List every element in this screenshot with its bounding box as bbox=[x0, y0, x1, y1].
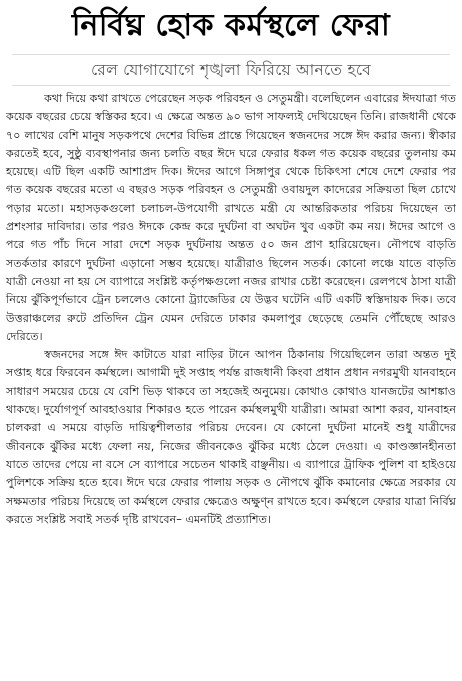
headline: নির্বিঘ্ন হোক কর্মস্থলে ফেরা bbox=[71, 8, 391, 43]
paragraph-1: কথা দিয়ে কথা রাখতে পেরেছেন সড়ক পরিবহন ও সেতুমন্ত্রী। বলেছিলেন এবারের ঈদযাত্রা গত কয়েক বছরের চেয়ে স্বস্তিকর হবে। এ ক্ষেত্রে অন্তত ৯০ ভাগ সাফল্যই দেখিয়েছেন তিনি। রাজধানী থেকে ৭০ লাখের বেশি মানুষ সড়কপথে দেশের বিভিন্ন প্রান্তে গিয়েছেন স্বজনদের সঙ্গে ঈদ করার জন্য। স্বীকার করতেই হবে, সুষ্ঠু ব্যবস্থাপনার জন্য চলতি বছর ঈদে ঘরে ফেরার ধকল গত কয়েক বছরের তুলনায় কম হয়েছে। এটি ছিল একটি আশাপ্রদ দিক। ঈদের আগে সিঙ্গাপুর থেকে চিকিৎসা শেষে দেশে ফেরার পর গত কয়েক বছরের মতো এ বছরও সড়ক পরিবহন ও সেতুমন্ত্রী ওবায়দুল কাদেরের সক্রিয়তা ছিল চোখে পড়ার মতো। মহাসড়কগুলো চলাচল-উপযোগী রাখতে মন্ত্রী যে আন্তরিকতার পরিচয় দিয়েছেন তা প্রশংসার দাবিদার। তার পরও ঈদকে কেন্দ্র করে দুর্ঘটনা বা অঘটন খুব একটা কম নয়। ঈদের আগে ও পরে গত পাঁচ দিনে সারা দেশে সড়ক দুর্ঘটনায় অন্তত ৫০ জন প্রাণ হারিয়েছেন। নৌপথে বাড়তি সতর্কতার কারণে দুর্ঘটনা এড়ানো সম্ভব হয়েছে। যাত্রীরাও ছিলেন সতর্ক। কোনো লঞ্চে যাতে বাড়তি যাত্রী নেওয়া না হয় সে ব্যাপারে সংশ্লিষ্ট কর্তৃপক্ষগুলো নজর রাখার চেষ্টা করেছেন। রেলপথে ঠাসা যাত্রী নিয়ে ঝুঁকিপূর্ণভাবে ট্রেন চললেও কোনো ট্র্যাজেডির যে উদ্ভব ঘটেনি এটি একটি স্বস্তিদায়ক দিক। তবে উত্তরাঞ্চলের রুটে প্রতিদিন ট্রেন যেমন দেরিতে ঢাকার কমলাপুর ছেড়েছে তেমনি পৌঁছেছে আরও দেরিতে। bbox=[6, 92, 456, 343]
article-body bbox=[6, 90, 456, 529]
subheadline: রেল যোগাযোগে শৃঙ্খলা ফিরিয়ে আনতে হবে bbox=[12, 54, 450, 86]
paragraph-2: স্বজনদের সঙ্গে ঈদ কাটাতে যারা নাড়ির টানে আপন ঠিকানায় গিয়েছিলেন তারা অন্তত দুই সপ্তাহ ধরে ফিরবেন কর্মস্থলে। আগামী দুই সপ্তাহ পর্যন্ত রাজধানী কিংবা প্রধান প্রধান নগরমুখী যানবাহনে সাধারণ সময়ের চেয়ে যে বেশি ভিড় থাকবে তা সহজেই অনুমেয়। কোথাও কোথাও যানজটের আশঙ্কাও থাকছে। দুর্যোগপূর্ণ আবহাওয়ার শিকারও হতে পারেন কর্মস্থলমুখী যাত্রীরা। আমরা আশা করব, যানবাহন চালকরা এ সময়ে বাড়তি দায়িত্বশীলতার পরিচয় দেবেন। যে কোনো দুর্ঘটনা মানেই শুধু যাত্রীদের জীবনকে ঝুঁকির মধ্যে ফেলা নয়, নিজের জীবনকেও ঝুঁকির মধ্যে ঠেলে দেওয়া। এ কাণ্ডজ্ঞানহীনতা যাতে তাদের পেয়ে না বসে সে ব্যাপারে সচেতন থাকাই বাঞ্ছনীয়। এ ব্যাপারে ট্রাফিক পুলিশ বা হাইওয়ে পুলিশকে সক্রিয় হতে হবে। ঈদে ঘরে ফেরার পালায় সড়ক ও নৌপথে ঝুঁকি কমানোর ক্ষেত্রে সরকার যে সক্ষমতার পরিচয় দিয়েছে তা কর্মস্থলে ফেরার ক্ষেত্রেও অক্ষুণ্ন রাখতে হবে। কর্মস্থলে ফেরার যাত্রা নির্বিঘ্ন করতে সংশ্লিষ্ট সবাই সতর্ক দৃষ্টি রাখবেন– এমনটিই প্রত্যাশিত। bbox=[6, 348, 456, 526]
